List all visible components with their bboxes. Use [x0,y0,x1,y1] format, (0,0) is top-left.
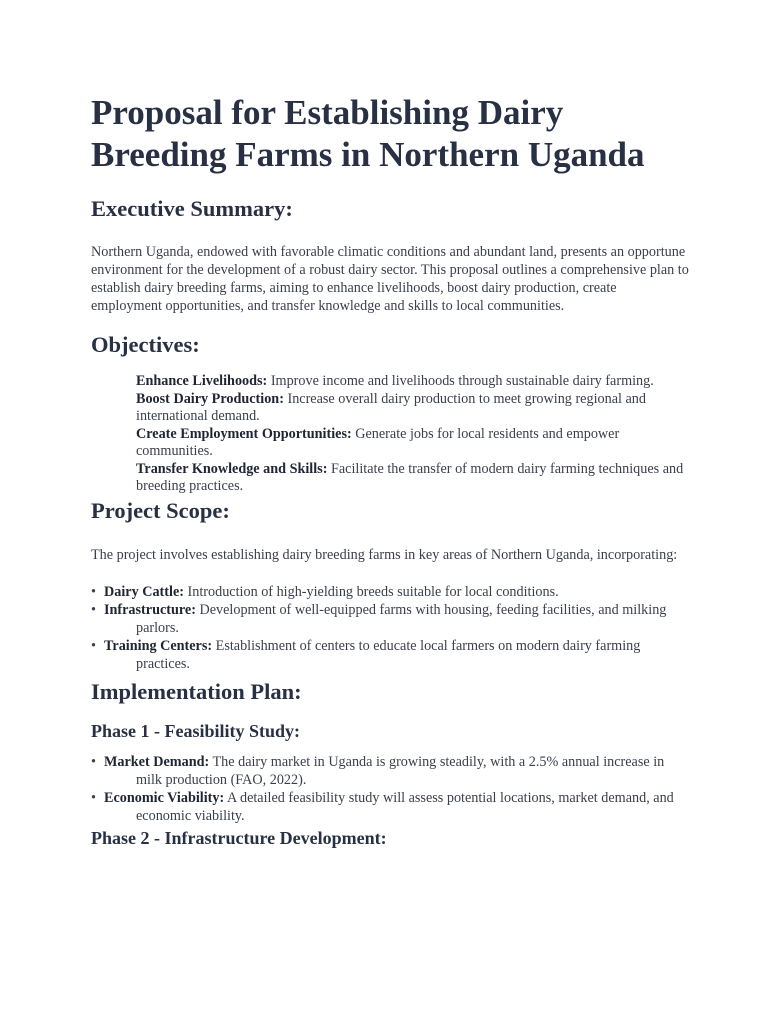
scope-item-text: Establishment of centers to educate local farmers on modern dairy farming practices. [136,637,641,672]
scope-item-text: Development of well-equipped farms with housing, feeding facilities, and milking parlors. [136,601,667,636]
executive-summary-text: Northern Uganda, endowed with favorable climatic conditions and abundant land, presents an opportune environment for the development of a robust dairy sector. This proposal outlines a comprehensive plan to establish dairy breeding farms, aiming to enhance livelihoods, boost dairy production, create employment opportunities, and transfer knowledge and skills to local communities. [91,244,689,314]
list-item [91,637,691,673]
objective-item [136,426,691,461]
objective-text: Increase overall dairy production to meet growing regional and international demand. [136,390,646,424]
objective-label: Create Employment Opportunities: [136,425,352,442]
executive-summary-heading: Executive Summary: [91,196,293,221]
list-item [91,789,691,825]
bullet-icon: • [91,753,96,770]
scope-item-label: Dairy Cattle: [104,583,184,600]
bullet-icon: • [91,789,96,806]
list-item [91,601,691,637]
bullet-icon: • [91,637,96,654]
scope-item-text: Introduction of high-yielding breeds suitable for local conditions. [183,583,559,600]
phase-1-heading: Phase 1 - Feasibility Study: [91,720,301,741]
objectives-list [91,373,691,496]
list-item [91,753,691,789]
bullet-icon: • [91,583,96,600]
objective-item [136,373,691,391]
phase-item-text: The dairy market in Uganda is growing steadily, with a 2.5% annual increase in milk production (FAO, 2022). [136,753,665,788]
phase-item-text: A detailed feasibility study will assess potential locations, market demand, and economic viability. [136,789,674,824]
phase-item-label: Economic Viability: [104,789,225,806]
objective-text: Facilitate the transfer of modern dairy farming techniques and breeding practices. [136,460,684,494]
project-scope-heading: Project Scope: [91,497,230,523]
phase-item-label: Market Demand: [104,753,210,770]
objectives-heading: Objectives: [91,332,200,357]
list-item [91,583,691,601]
project-scope-intro: The project involves establishing dairy breeding farms in key areas of Northern Uganda, incorporating: [91,546,678,563]
objective-label: Enhance Livelihoods: [136,373,268,389]
project-scope-list [91,583,691,673]
objective-item [136,391,691,426]
phase-2-heading: Phase 2 - Infrastructure Development: [91,827,387,848]
scope-item-label: Infrastructure: [104,601,196,618]
bullet-icon: • [91,601,96,618]
document-title: Proposal for Establishing Dairy Breeding Farms in Northern Uganda [91,93,645,174]
objective-text: Improve income and livelihoods through sustainable dairy farming. [267,373,654,389]
document-page [91,92,691,849]
objective-item [136,461,691,496]
objective-text: Generate jobs for local residents and empower communities. [136,425,620,459]
objective-label: Transfer Knowledge and Skills: [136,460,328,477]
implementation-plan-heading: Implementation Plan: [91,678,302,704]
objective-label: Boost Dairy Production: [136,390,284,407]
phase-1-list [91,753,691,825]
scope-item-label: Training Centers: [104,637,213,654]
